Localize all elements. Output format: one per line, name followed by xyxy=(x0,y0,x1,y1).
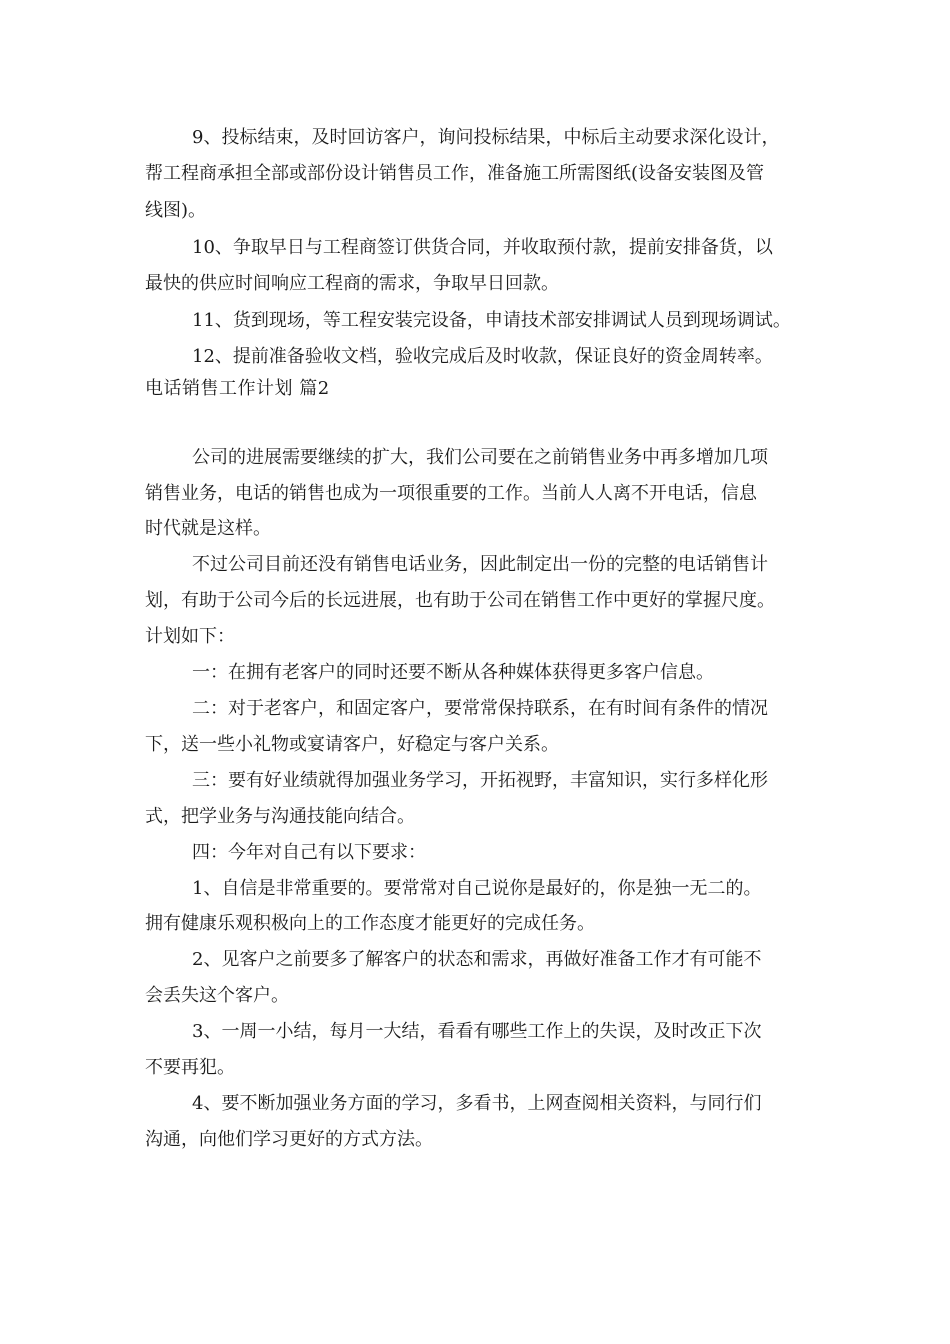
paragraph-line: 划，有助于公司今后的长远进展，也有助于公司在销售工作中更好的掌握尺度。 xyxy=(145,590,775,611)
paragraph-line: 最快的供应时间响应工程商的需求，争取早日回款。 xyxy=(145,273,559,294)
paragraph-line: 不过公司目前还没有销售电话业务，因此制定出一份的完整的电话销售计 xyxy=(192,554,768,575)
paragraph-line: 时代就是这样。 xyxy=(145,518,271,539)
paragraph-line: 拥有健康乐观积极向上的工作态度才能更好的完成任务。 xyxy=(145,913,595,934)
paragraph-line: 3、一周一小结，每月一大结，看看有哪些工作上的失误，及时改正下次 xyxy=(192,1021,762,1042)
paragraph-line: 不要再犯。 xyxy=(145,1057,235,1078)
paragraph-line: 沟通，向他们学习更好的方式方法。 xyxy=(145,1129,433,1150)
paragraph-line: 二：对于老客户，和固定客户，要常常保持联系，在有时间有条件的情况 xyxy=(192,698,768,719)
paragraph-line: 12、提前准备验收文档，验收完成后及时收款，保证良好的资金周转率。 xyxy=(192,346,773,367)
paragraph-line: 四：今年对自己有以下要求： xyxy=(192,842,426,863)
paragraph-line: 计划如下： xyxy=(145,626,235,647)
paragraph-line: 10、争取早日与工程商签订供货合同，并收取预付款，提前安排备货，以 xyxy=(192,237,773,258)
paragraph-line: 11、货到现场，等工程安装完设备，申请技术部安排调试人员到现场调试。 xyxy=(192,310,791,331)
paragraph-line: 会丢失这个客户。 xyxy=(145,985,289,1006)
paragraph-line: 式，把学业务与沟通技能向结合。 xyxy=(145,806,415,827)
paragraph-line: 2、见客户之前要多了解客户的状态和需求，再做好准备工作才有可能不 xyxy=(192,949,762,970)
paragraph-line: 一：在拥有老客户的同时还要不断从各种媒体获得更多客户信息。 xyxy=(192,662,714,683)
section-heading: 电话销售工作计划 篇2 xyxy=(145,378,330,399)
paragraph-line: 下，送一些小礼物或宴请客户，好稳定与客户关系。 xyxy=(145,734,559,755)
paragraph-line: 公司的进展需要继续的扩大，我们公司要在之前销售业务中再多增加几项 xyxy=(192,447,768,468)
paragraph-line: 三：要有好业绩就得加强业务学习，开拓视野，丰富知识，实行多样化形 xyxy=(192,770,768,791)
paragraph-line: 9、投标结束，及时回访客户，询问投标结果，中标后主动要求深化设计， xyxy=(192,127,780,148)
paragraph-line: 1、自信是非常重要的。要常常对自己说你是最好的，你是独一无二的。 xyxy=(192,878,762,899)
paragraph-line: 线图)。 xyxy=(145,200,207,221)
paragraph-line: 帮工程商承担全部或部份设计销售员工作，准备施工所需图纸(设备安装图及管 xyxy=(145,163,765,184)
paragraph-line: 销售业务，电话的销售也成为一项很重要的工作。当前人人离不开电话，信息 xyxy=(145,483,757,504)
paragraph-line: 4、要不断加强业务方面的学习，多看书，上网查阅相关资料，与同行们 xyxy=(192,1093,762,1114)
